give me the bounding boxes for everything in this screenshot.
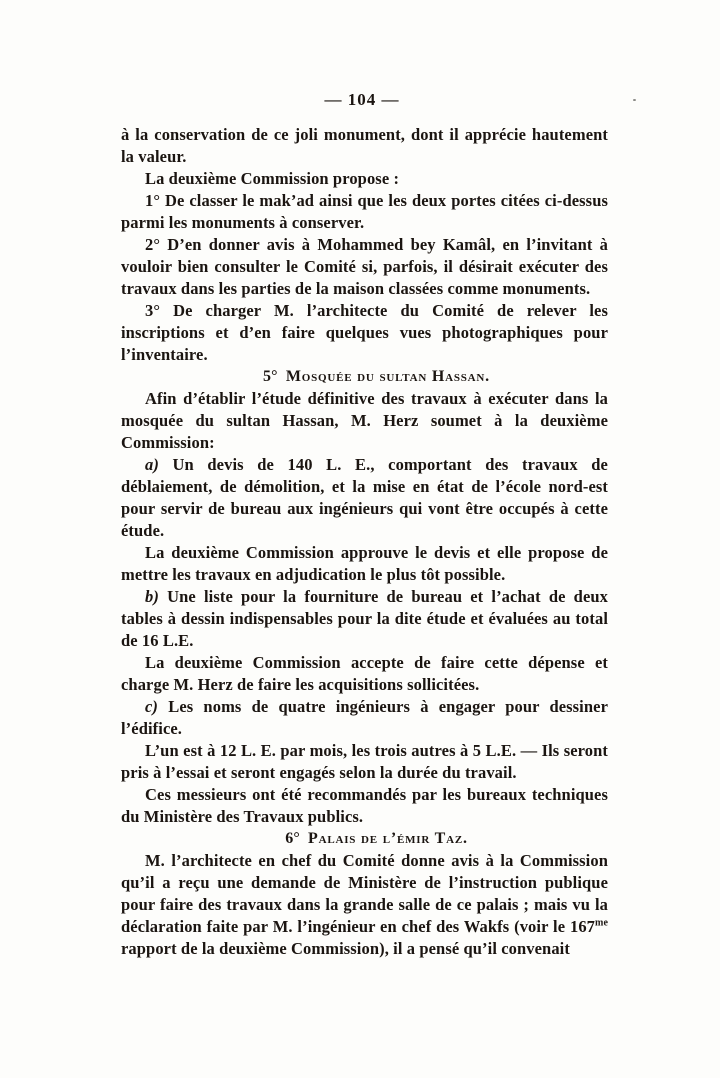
- section-title: Palais de l’émir Taz.: [308, 830, 468, 847]
- paragraph-text: Un devis de 140 L. E., comportant des travaux de déblaiement, de démolition, et la mise en état de l’école nord-est pour servir de bureau aux ingénieurs qui vont être occupés à cette étude.: [121, 455, 608, 540]
- paragraph-text: rapport de la deuxième Commission), il a pensé qu’il convenait: [121, 939, 570, 958]
- paragraph-text: Une liste pour la fourniture de bureau et l’achat de deux tables à dessin indispensables pour la dite étude et évaluées au total de 16 L.E.: [121, 587, 608, 650]
- paragraph: à la conservation de ce joli monument, dont il apprécie hautement la valeur.: [121, 125, 608, 166]
- paragraph: La deuxième Commission accepte de faire cette dépense et charge M. Herz de faire les acquisitions sollicitées.: [121, 653, 608, 694]
- list-letter: a): [145, 455, 159, 474]
- paragraph-text: M. l’architecte en chef du Comité donne avis à la Commission qu’il a reçu une demande de Ministère de l’instruction publique pour faire des travaux dans la grande salle de ce palais ; mais vu la déclaration faite par M. l’ingénieur en chef des Wakfs (voir le 167: [121, 851, 608, 936]
- section-number: 5°: [263, 368, 278, 385]
- section-title: Mosquée du sultan Hassan.: [285, 368, 490, 385]
- paragraph: 2° D’en donner avis à Mohammed bey Kamâl, en l’invitant à vouloir bien consulter le Comité si, parfois, il désirait exécuter des travaux dans les parties de la maison classées comme monuments.: [121, 235, 608, 298]
- superscript-ordinal: me: [595, 917, 608, 929]
- section-heading: [121, 828, 608, 850]
- paragraph-text: Les noms de quatre ingénieurs à engager pour dessiner l’édifice.: [121, 697, 608, 738]
- page-body: [121, 124, 608, 960]
- paragraph: Ces messieurs ont été recommandés par les bureaux techniques du Ministère des Travaux publics.: [121, 785, 608, 826]
- section-number: 6°: [285, 830, 300, 847]
- paragraph: [121, 850, 608, 960]
- paragraph: [121, 696, 608, 740]
- paragraph: 1° De classer le mak’ad ainsi que les deux portes citées ci-dessus parmi les monuments à conserver.: [121, 191, 608, 232]
- paragraph: La deuxième Commission approuve le devis et elle propose de mettre les travaux en adjudication le plus tôt possible.: [121, 543, 608, 584]
- page-number: — 104 —: [324, 90, 400, 109]
- paragraph: Afin d’établir l’étude définitive des travaux à exécuter dans la mosquée du sultan Hassan, M. Herz soumet à la deuxième Commission:: [121, 389, 608, 452]
- scan-speck: [633, 99, 636, 101]
- paragraph: 3° De charger M. l’architecte du Comité de relever les inscriptions et d’en faire quelques vues photographiques pour l’inventaire.: [121, 301, 608, 364]
- list-letter: c): [145, 697, 159, 716]
- paragraph: [121, 454, 608, 542]
- paragraph: [121, 586, 608, 652]
- paragraph: L’un est à 12 L. E. par mois, les trois autres à 5 L.E. — Ils seront pris à l’essai et seront engagés selon la durée du travail.: [121, 741, 608, 782]
- list-letter: b): [145, 587, 159, 606]
- paragraph: La deuxième Commission propose :: [145, 169, 400, 188]
- section-heading: [121, 366, 608, 388]
